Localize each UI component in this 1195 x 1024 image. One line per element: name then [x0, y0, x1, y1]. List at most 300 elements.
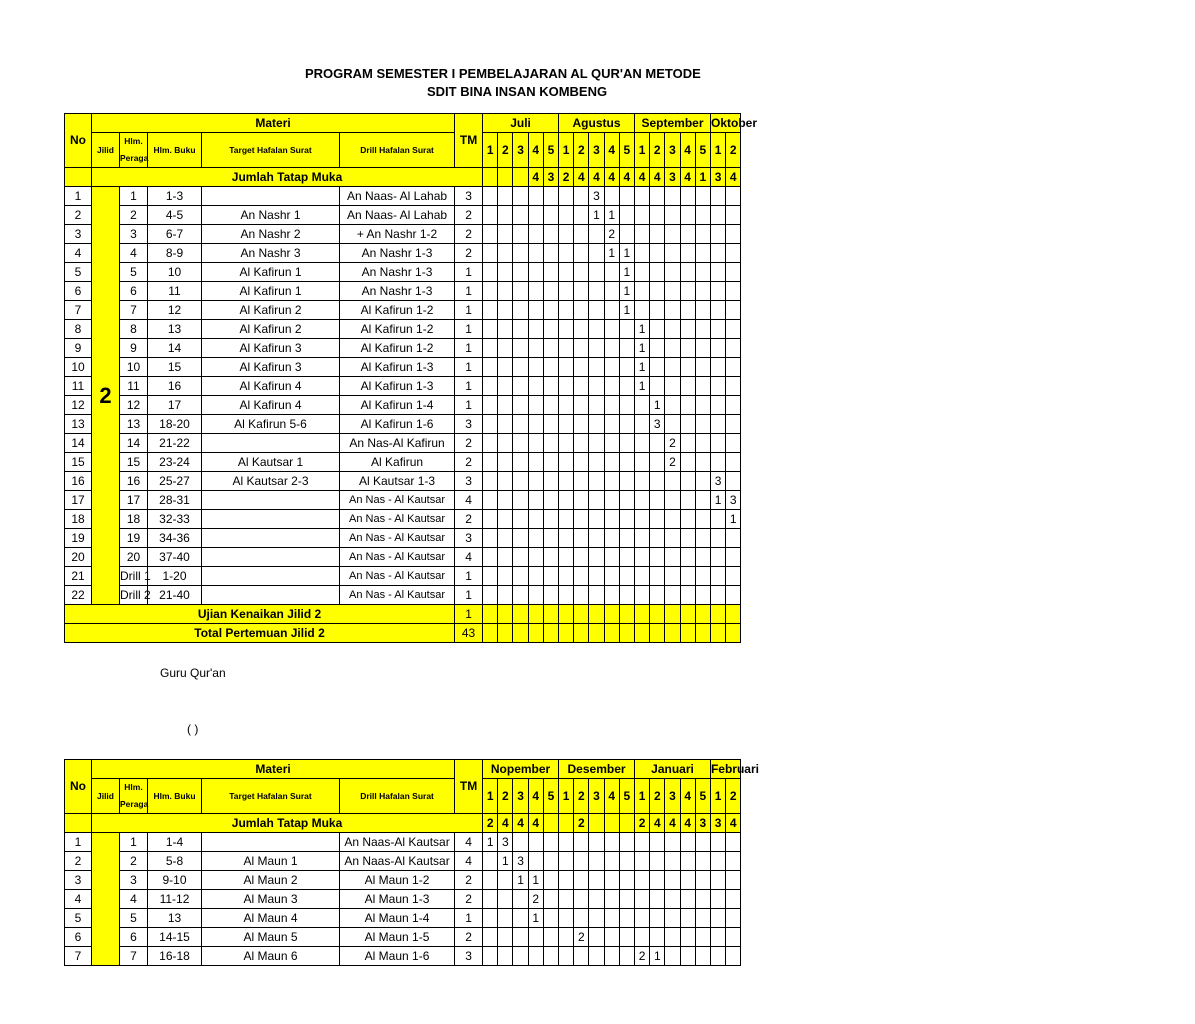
week-cell	[695, 472, 710, 491]
week-cell	[710, 434, 725, 453]
header-drill-hafalan: Drill Hafalan Surat	[340, 133, 455, 168]
week-cell	[726, 871, 741, 890]
week-cell	[513, 548, 528, 567]
row-drill-hafalan: An Naas-Al Kautsar	[340, 852, 455, 871]
week-cell	[680, 529, 695, 548]
week-cell	[543, 947, 558, 966]
week-cell	[559, 282, 574, 301]
week-cell	[695, 909, 710, 928]
week-cell	[589, 871, 604, 890]
week-cell	[528, 396, 543, 415]
week-cell	[574, 396, 589, 415]
row-hlm-buku: 13	[148, 320, 202, 339]
week-cell	[528, 833, 543, 852]
week-cell: 3	[513, 852, 528, 871]
week-cell	[498, 434, 513, 453]
week-cell	[619, 491, 634, 510]
ujian-kenaikan-label: Ujian Kenaikan Jilid 2	[65, 605, 455, 624]
jumlah-week-value: 4	[634, 168, 649, 187]
week-cell	[634, 434, 649, 453]
week-cell	[574, 871, 589, 890]
row-target-hafalan: An Nashr 3	[202, 244, 340, 263]
week-cell	[604, 586, 619, 605]
week-cell	[635, 871, 650, 890]
week-cell	[665, 339, 680, 358]
week-number: 3	[589, 779, 604, 814]
week-cell	[634, 206, 649, 225]
row-tm: 3	[455, 472, 483, 491]
week-cell	[498, 453, 513, 472]
row-hlm-buku: 14-15	[148, 928, 202, 947]
week-cell	[650, 472, 665, 491]
week-number: 3	[513, 779, 528, 814]
row-target-hafalan: Al Kafirun 2	[202, 320, 340, 339]
jumlah-week-value: 4	[604, 168, 619, 187]
jumlah-week-value: 4	[680, 168, 695, 187]
row-hlm-buku: 6-7	[148, 225, 202, 244]
week-cell	[498, 415, 513, 434]
week-number: 2	[498, 133, 513, 168]
week-cell	[589, 282, 604, 301]
week-cell	[726, 301, 741, 320]
week-cell	[650, 358, 665, 377]
week-cell	[559, 548, 574, 567]
week-cell	[695, 225, 710, 244]
row-target-hafalan: Al Maun 2	[202, 871, 340, 890]
row-no: 16	[65, 472, 92, 491]
row-tm: 1	[455, 320, 483, 339]
week-cell	[726, 548, 741, 567]
week-cell	[543, 928, 558, 947]
week-cell	[650, 529, 665, 548]
row-hlm-peraga: 14	[120, 434, 148, 453]
month-header: Juli	[483, 114, 559, 133]
week-cell	[695, 377, 710, 396]
week-cell	[710, 567, 725, 586]
week-cell	[559, 586, 574, 605]
row-hlm-peraga: 12	[120, 396, 148, 415]
week-cell	[619, 833, 634, 852]
table-row	[65, 396, 741, 415]
week-cell	[559, 624, 574, 643]
week-cell	[619, 928, 634, 947]
row-drill-hafalan: Al Maun 1-3	[340, 890, 455, 909]
header-jilid: Jilid	[92, 133, 120, 168]
week-cell	[695, 871, 710, 890]
week-cell	[589, 947, 604, 966]
week-cell	[513, 396, 528, 415]
week-cell	[483, 472, 498, 491]
week-number: 2	[726, 779, 741, 814]
week-cell	[604, 339, 619, 358]
table-row	[65, 206, 741, 225]
week-cell	[710, 529, 725, 548]
week-cell	[513, 263, 528, 282]
header-target-hafalan: Target Hafalan Surat	[202, 779, 340, 814]
row-no: 5	[65, 263, 92, 282]
row-no: 21	[65, 567, 92, 586]
row-target-hafalan	[202, 187, 340, 206]
week-cell	[543, 396, 558, 415]
week-cell: 1	[619, 263, 634, 282]
week-cell	[543, 871, 558, 890]
week-cell	[543, 225, 558, 244]
week-cell	[498, 396, 513, 415]
jumlah-week-value: 2	[574, 814, 589, 833]
week-cell	[574, 301, 589, 320]
week-cell	[543, 567, 558, 586]
jumlah-week-value: 2	[635, 814, 650, 833]
week-cell: 1	[710, 491, 725, 510]
row-hlm-peraga: 18	[120, 510, 148, 529]
week-cell	[634, 510, 649, 529]
row-hlm-buku: 16-18	[148, 947, 202, 966]
week-cell: 1	[634, 339, 649, 358]
jumlah-week-value: 1	[695, 168, 710, 187]
week-cell	[650, 491, 665, 510]
row-drill-hafalan: An Naas-Al Kautsar	[340, 833, 455, 852]
week-cell	[543, 909, 558, 928]
week-cell	[559, 567, 574, 586]
week-cell	[589, 377, 604, 396]
week-cell	[710, 320, 725, 339]
week-cell	[710, 852, 725, 871]
week-cell	[574, 890, 589, 909]
week-cell	[634, 624, 649, 643]
week-cell	[528, 187, 543, 206]
week-number: 4	[604, 133, 619, 168]
row-hlm-buku: 21-40	[148, 586, 202, 605]
week-cell	[543, 187, 558, 206]
week-cell	[543, 434, 558, 453]
week-cell	[604, 567, 619, 586]
week-cell	[726, 282, 741, 301]
jumlah-week-value: 4	[680, 814, 695, 833]
week-cell	[483, 415, 498, 434]
week-cell	[680, 320, 695, 339]
row-tm: 1	[455, 909, 483, 928]
week-cell: 1	[650, 396, 665, 415]
row-hlm-buku: 15	[148, 358, 202, 377]
week-cell	[619, 909, 634, 928]
row-target-hafalan	[202, 833, 340, 852]
week-cell	[680, 301, 695, 320]
week-cell	[574, 605, 589, 624]
jumlah-week-value: 2	[559, 168, 574, 187]
signature-name-placeholder: ( )	[187, 722, 199, 736]
week-cell	[710, 396, 725, 415]
row-drill-hafalan: Al Maun 1-6	[340, 947, 455, 966]
week-cell	[483, 567, 498, 586]
week-cell: 2	[665, 453, 680, 472]
week-cell	[559, 225, 574, 244]
header-materi: Materi	[92, 114, 455, 133]
week-cell	[604, 871, 619, 890]
week-cell	[483, 339, 498, 358]
row-tm: 2	[455, 453, 483, 472]
week-number: 1	[559, 133, 574, 168]
header-no: No	[65, 114, 92, 168]
week-cell	[710, 282, 725, 301]
week-number: 2	[574, 133, 589, 168]
week-cell	[528, 415, 543, 434]
row-drill-hafalan: An Nas - Al Kautsar	[340, 567, 455, 586]
week-cell	[710, 833, 725, 852]
week-cell	[710, 510, 725, 529]
row-target-hafalan: Al Kafirun 4	[202, 396, 340, 415]
jumlah-week-value: 4	[665, 814, 680, 833]
week-cell	[710, 605, 725, 624]
week-cell	[710, 301, 725, 320]
row-drill-hafalan: An Nas - Al Kautsar	[340, 510, 455, 529]
row-drill-hafalan: Al Kafirun	[340, 453, 455, 472]
week-cell	[680, 225, 695, 244]
week-cell	[528, 244, 543, 263]
jumlah-week-value: 3	[695, 814, 710, 833]
week-cell	[528, 928, 543, 947]
week-cell	[483, 244, 498, 263]
week-cell: 1	[634, 377, 649, 396]
week-number: 1	[483, 133, 498, 168]
jumlah-week-value	[604, 814, 619, 833]
week-cell	[619, 396, 634, 415]
week-cell: 1	[483, 833, 498, 852]
row-no: 3	[65, 871, 92, 890]
week-cell	[513, 890, 528, 909]
row-hlm-peraga: Drill 2	[120, 586, 148, 605]
week-cell	[604, 282, 619, 301]
month-header: Agustus	[559, 114, 635, 133]
week-cell: 1	[604, 206, 619, 225]
week-cell	[695, 282, 710, 301]
week-cell	[650, 244, 665, 263]
week-cell	[528, 586, 543, 605]
row-hlm-buku: 12	[148, 301, 202, 320]
table-row	[65, 833, 741, 852]
jilid-number: 2	[92, 187, 120, 605]
week-cell	[710, 909, 725, 928]
week-cell	[574, 377, 589, 396]
week-cell	[513, 605, 528, 624]
week-cell	[528, 567, 543, 586]
row-target-hafalan	[202, 586, 340, 605]
row-hlm-peraga: 6	[120, 928, 148, 947]
week-cell	[498, 567, 513, 586]
row-hlm-peraga: 1	[120, 833, 148, 852]
week-cell	[483, 301, 498, 320]
jumlah-week-value: 4	[726, 814, 741, 833]
week-cell	[726, 947, 741, 966]
week-cell	[513, 529, 528, 548]
week-cell: 3	[498, 833, 513, 852]
week-cell	[726, 928, 741, 947]
week-cell	[574, 453, 589, 472]
table-row	[65, 282, 741, 301]
week-cell	[650, 320, 665, 339]
week-cell	[604, 605, 619, 624]
week-cell: 1	[634, 358, 649, 377]
week-cell	[559, 453, 574, 472]
week-cell	[559, 871, 574, 890]
week-cell	[543, 206, 558, 225]
month-header: Nopember	[483, 760, 559, 779]
table-row	[65, 472, 741, 491]
week-cell	[680, 187, 695, 206]
week-cell	[665, 833, 680, 852]
week-cell	[559, 472, 574, 491]
week-cell	[528, 453, 543, 472]
week-cell	[619, 339, 634, 358]
week-cell	[695, 320, 710, 339]
week-cell	[619, 358, 634, 377]
row-hlm-peraga: 11	[120, 377, 148, 396]
week-cell	[528, 434, 543, 453]
week-number: 1	[710, 133, 725, 168]
table-row	[65, 491, 741, 510]
row-no: 4	[65, 244, 92, 263]
week-cell	[483, 396, 498, 415]
week-cell	[604, 320, 619, 339]
week-cell	[695, 301, 710, 320]
week-cell	[498, 282, 513, 301]
week-cell	[604, 263, 619, 282]
week-cell	[634, 472, 649, 491]
week-cell	[513, 187, 528, 206]
row-target-hafalan: Al Kafirun 2	[202, 301, 340, 320]
week-cell	[665, 548, 680, 567]
week-cell	[680, 909, 695, 928]
week-cell	[574, 472, 589, 491]
table-row	[65, 453, 741, 472]
week-cell	[695, 263, 710, 282]
week-cell	[619, 624, 634, 643]
week-cell	[528, 510, 543, 529]
week-cell	[635, 909, 650, 928]
week-cell	[680, 358, 695, 377]
week-cell	[635, 852, 650, 871]
week-cell	[695, 833, 710, 852]
row-no: 20	[65, 548, 92, 567]
week-cell	[695, 605, 710, 624]
week-cell: 1	[528, 871, 543, 890]
week-cell	[574, 586, 589, 605]
row-tm: 1	[455, 282, 483, 301]
week-cell	[513, 339, 528, 358]
week-cell	[574, 624, 589, 643]
week-cell	[619, 890, 634, 909]
week-cell: 1	[528, 909, 543, 928]
week-cell	[680, 415, 695, 434]
program-table-1	[64, 113, 757, 643]
table-row	[65, 871, 741, 890]
week-cell	[619, 453, 634, 472]
row-tm: 4	[455, 491, 483, 510]
row-tm: 2	[455, 871, 483, 890]
week-cell: 3	[710, 472, 725, 491]
row-tm: 3	[455, 529, 483, 548]
jumlah-week-value: 4	[726, 168, 741, 187]
week-cell	[726, 472, 741, 491]
week-cell	[726, 244, 741, 263]
week-cell	[619, 852, 634, 871]
week-cell	[619, 871, 634, 890]
week-cell	[483, 852, 498, 871]
week-cell	[619, 434, 634, 453]
week-cell	[483, 605, 498, 624]
row-hlm-buku: 11-12	[148, 890, 202, 909]
table-row	[65, 510, 741, 529]
week-cell	[589, 624, 604, 643]
week-cell	[498, 225, 513, 244]
row-hlm-peraga: 9	[120, 339, 148, 358]
week-cell	[680, 434, 695, 453]
row-no: 1	[65, 187, 92, 206]
week-cell	[665, 624, 680, 643]
row-no: 6	[65, 928, 92, 947]
week-cell	[604, 434, 619, 453]
week-cell	[589, 491, 604, 510]
week-number: 4	[528, 779, 543, 814]
week-cell	[710, 890, 725, 909]
week-cell	[574, 529, 589, 548]
week-cell	[528, 852, 543, 871]
week-cell	[650, 206, 665, 225]
row-hlm-buku: 9-10	[148, 871, 202, 890]
week-cell: 3	[726, 491, 741, 510]
week-cell	[574, 909, 589, 928]
week-cell	[634, 301, 649, 320]
week-cell	[604, 529, 619, 548]
week-cell	[483, 624, 498, 643]
week-cell	[634, 415, 649, 434]
week-cell	[635, 890, 650, 909]
week-cell	[726, 415, 741, 434]
table-row	[65, 244, 741, 263]
week-cell	[710, 263, 725, 282]
row-hlm-peraga: 3	[120, 871, 148, 890]
week-cell	[604, 947, 619, 966]
jumlah-week-value	[483, 168, 498, 187]
week-cell	[513, 244, 528, 263]
week-number: 4	[604, 779, 619, 814]
week-cell	[695, 548, 710, 567]
row-no: 11	[65, 377, 92, 396]
week-cell	[634, 244, 649, 263]
week-cell	[559, 301, 574, 320]
row-hlm-peraga: 19	[120, 529, 148, 548]
week-cell	[634, 225, 649, 244]
week-cell	[543, 833, 558, 852]
week-cell	[574, 833, 589, 852]
week-cell	[665, 225, 680, 244]
week-cell	[589, 339, 604, 358]
week-cell	[680, 244, 695, 263]
week-cell: 1	[619, 301, 634, 320]
week-cell	[604, 548, 619, 567]
week-cell	[710, 586, 725, 605]
week-cell	[650, 567, 665, 586]
week-cell	[528, 472, 543, 491]
week-cell	[559, 358, 574, 377]
row-target-hafalan: Al Maun 3	[202, 890, 340, 909]
week-cell	[513, 415, 528, 434]
row-drill-hafalan: Al Maun 1-5	[340, 928, 455, 947]
week-cell	[680, 282, 695, 301]
week-cell	[498, 947, 513, 966]
week-number: 4	[528, 133, 543, 168]
header-target-hafalan: Target Hafalan Surat	[202, 133, 340, 168]
row-hlm-peraga: 4	[120, 890, 148, 909]
